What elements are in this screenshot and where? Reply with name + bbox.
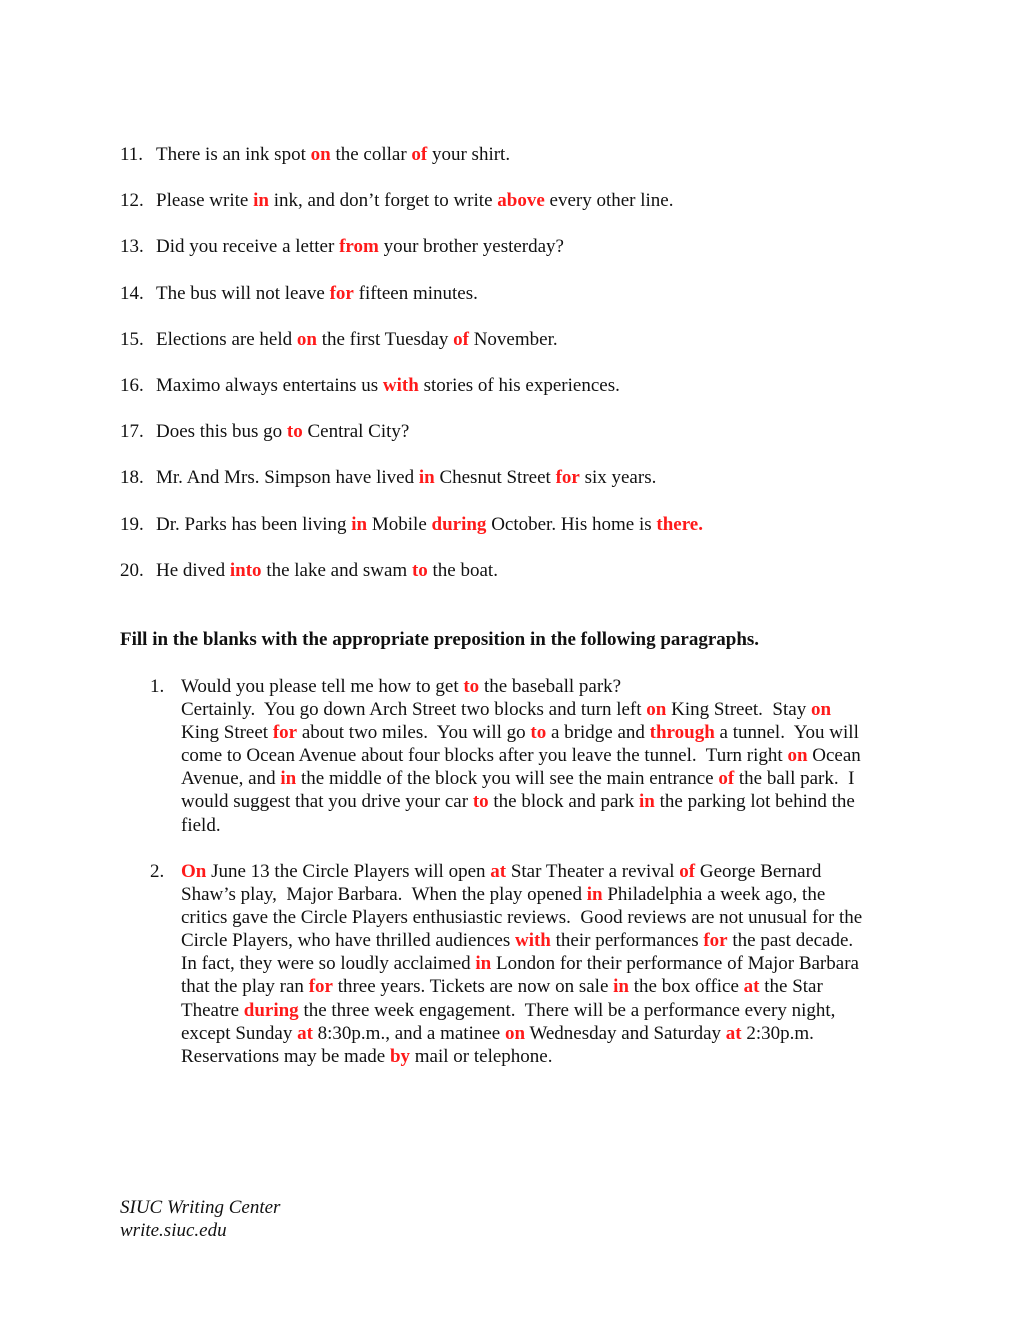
sentence-text: Certainly. You go down Arch Street two blocks and turn left xyxy=(181,699,647,721)
sentence-text: London for their performance of Major Barbara xyxy=(491,953,859,975)
sentence-text: ink, and don’t forget to write xyxy=(268,190,498,212)
sentence-text: King Street xyxy=(181,722,273,744)
sentence-text: about two miles. You will go xyxy=(297,722,531,744)
sentence-text: fifteen minutes. xyxy=(353,282,478,304)
sentence-number: 13. xyxy=(120,236,144,258)
paragraph-number: 1. xyxy=(150,676,165,697)
sentence-text: King Street. Stay xyxy=(666,699,811,721)
sentence-text: the three week engagement. There will be a performance every night, xyxy=(298,999,836,1021)
answer-preposition: at xyxy=(725,1022,742,1044)
answer-preposition: into xyxy=(229,559,262,581)
sentence-text: Mr. And Mrs. Simpson have lived xyxy=(156,467,419,489)
answer-preposition: on xyxy=(504,1022,526,1044)
sentence-text: a bridge and xyxy=(546,722,650,744)
sentence-text: He dived xyxy=(156,559,230,581)
sentence-text: your brother yesterday? xyxy=(378,236,564,258)
sentence-text: the first Tuesday xyxy=(316,328,454,350)
paragraph-line xyxy=(181,999,910,1022)
sentence-item xyxy=(120,189,703,235)
sentence-text: Ocean xyxy=(807,745,861,767)
sentence-text: George Bernard xyxy=(695,861,822,882)
sentence-text: Please write xyxy=(156,190,254,212)
sentence-item xyxy=(120,282,703,328)
sentence-number: 16. xyxy=(120,374,144,396)
sentence-item xyxy=(120,559,703,605)
sentence-text: Theatre xyxy=(181,999,244,1021)
answer-preposition: to xyxy=(411,559,428,581)
sentence-text: Elections are held xyxy=(156,328,297,350)
answer-preposition: from xyxy=(339,236,379,258)
paragraph-line xyxy=(181,1045,910,1068)
sentence-text: Philadelphia a week ago, the xyxy=(602,884,826,906)
answer-preposition: for xyxy=(308,976,333,998)
paragraph-text xyxy=(181,675,910,837)
footer xyxy=(120,1196,280,1242)
answer-preposition: at xyxy=(490,861,507,882)
answer-preposition: in xyxy=(418,467,435,489)
paragraph-line xyxy=(181,675,910,698)
sentence-text: Chesnut Street xyxy=(434,467,556,489)
sentence-text: Dr. Parks has been living xyxy=(156,513,352,535)
sentence-text: Star Theater a revival xyxy=(506,861,680,882)
sentence-text: Circle Players, who have thrilled audiences xyxy=(181,930,515,952)
sentence-text: critics gave the Circle Players enthusiastic reviews. Good reviews are not unusual for the xyxy=(181,907,863,929)
answer-preposition: in xyxy=(280,768,297,790)
answer-preposition: for xyxy=(272,722,298,744)
sentence-item xyxy=(120,328,703,374)
sentence-text: the past decade. xyxy=(727,930,854,952)
answer-preposition: of xyxy=(679,861,696,882)
sentence-text: would suggest that you drive your car xyxy=(181,791,473,813)
sentence-number: 19. xyxy=(120,513,144,535)
sentence-text: Central City? xyxy=(302,421,410,443)
answer-preposition: at xyxy=(743,976,760,998)
sentence-text: the box office xyxy=(629,976,744,998)
sentence-text: the lake and swam xyxy=(261,559,412,581)
section-heading: Fill in the blanks with the appropriate preposition in the following paragraphs. xyxy=(120,629,760,650)
sentence-text: 8:30p.m., and a matinee xyxy=(312,1022,505,1044)
answer-preposition: during xyxy=(431,513,487,535)
sentence-text: Does this bus go xyxy=(156,421,287,443)
sentence-text: the ball park. I xyxy=(734,768,855,790)
answer-preposition: to xyxy=(463,676,480,697)
sentence-text: come to Ocean Avenue about four blocks after you leave the tunnel. Turn right xyxy=(181,745,788,767)
answer-preposition: in xyxy=(351,513,368,535)
footer-url: write.siuc.edu xyxy=(120,1220,227,1241)
sentence-text: three years. Tickets are now on sale xyxy=(332,976,614,998)
sentence-text: except Sunday xyxy=(181,1022,298,1044)
sentence-text: Wednesday and Saturday xyxy=(525,1022,726,1044)
sentence-text: Avenue, and xyxy=(181,768,281,790)
sentence-item xyxy=(120,235,703,281)
answer-preposition: to xyxy=(286,421,303,443)
answer-preposition: for xyxy=(329,282,354,304)
sentence-text: every other line. xyxy=(544,190,674,212)
sentence-text: a tunnel. You will xyxy=(714,722,859,744)
paragraph-line xyxy=(181,906,910,929)
answer-preposition: On xyxy=(181,861,207,882)
paragraph-line xyxy=(181,767,910,790)
answer-preposition: on xyxy=(310,144,331,165)
sentence-text: In fact, they were so loudly acclaimed xyxy=(181,953,476,975)
sentence-number: 12. xyxy=(120,190,144,212)
sentence-text: the boat. xyxy=(427,559,498,581)
sentence-item xyxy=(120,374,703,420)
sentence-text: Would you please tell me how to get xyxy=(181,676,464,697)
sentence-number: 18. xyxy=(120,467,144,489)
paragraph-line xyxy=(181,814,910,837)
sentence-text: Did you receive a letter xyxy=(156,236,340,258)
sentence-text: the Star xyxy=(759,976,823,998)
sentence-text: The bus will not leave xyxy=(156,282,330,304)
answer-preposition: through xyxy=(649,722,715,744)
sentence-text: six years. xyxy=(579,467,657,489)
answer-preposition: in xyxy=(253,190,269,212)
paragraph-line xyxy=(181,952,910,975)
paragraph-2 xyxy=(150,860,910,1068)
answer-preposition: during xyxy=(243,999,299,1021)
answer-preposition: there xyxy=(656,513,699,535)
sentence-text: June 13 the Circle Players will open xyxy=(206,861,491,882)
answer-preposition: by xyxy=(389,1045,411,1067)
paragraph-1 xyxy=(150,675,910,837)
answer-preposition: on xyxy=(787,745,808,767)
answer-preposition: of xyxy=(411,144,428,165)
answer-preposition: on xyxy=(646,699,667,721)
paragraph-line xyxy=(181,860,910,883)
paragraph-line xyxy=(181,1022,910,1045)
sentence-text: stories of his experiences. xyxy=(418,374,620,396)
answer-preposition: in xyxy=(586,884,603,906)
sentence-text: the parking lot behind the xyxy=(654,791,855,813)
answer-preposition: in xyxy=(613,976,629,998)
answer-preposition: with xyxy=(382,374,419,396)
sentence-text: October. His home is xyxy=(486,513,657,535)
paragraph-line xyxy=(181,790,910,813)
sentence-item xyxy=(120,466,703,512)
paragraph-number: 2. xyxy=(150,861,165,882)
sentence-number: 20. xyxy=(120,559,144,581)
paragraph-line xyxy=(181,721,910,744)
sentence-text: mail or telephone. xyxy=(410,1045,553,1067)
sentence-number: 15. xyxy=(120,328,144,350)
answer-preposition: above xyxy=(497,190,545,212)
answer-preposition: at xyxy=(297,1022,313,1044)
footer-org: SIUC Writing Center xyxy=(120,1197,281,1218)
sentence-text: their performances xyxy=(550,930,704,952)
answer-preposition: for xyxy=(555,467,580,489)
sentence-text: field. xyxy=(181,814,221,836)
paragraph-text xyxy=(181,860,910,1068)
answer-preposition: of xyxy=(718,768,735,790)
sentence-text: the middle of the block you will see the main entrance xyxy=(296,768,719,790)
sentence-text: the block and park xyxy=(488,791,640,813)
sentence-text: Shaw’s play, Major Barbara. When the play opened xyxy=(181,884,587,906)
answer-preposition: with xyxy=(514,930,551,952)
paragraph-line xyxy=(181,883,910,906)
answer-preposition: to xyxy=(530,722,547,744)
paragraph-line xyxy=(181,975,910,998)
answer-preposition: of xyxy=(453,328,469,350)
sentence-text: Mobile xyxy=(367,513,432,535)
sentence-text: the baseball park? xyxy=(479,676,622,697)
paragraph-line xyxy=(181,698,910,721)
sentence-text: 2:30p.m. xyxy=(741,1022,814,1044)
sentence-text: that the play ran xyxy=(181,976,309,998)
answer-preposition: on xyxy=(810,699,832,721)
sentence-text: the collar xyxy=(330,144,412,165)
answer-preposition: on xyxy=(296,328,317,350)
sentence-list xyxy=(120,143,703,605)
sentence-text: your shirt. xyxy=(427,144,511,165)
sentence-item xyxy=(120,513,703,559)
sentence-item xyxy=(120,143,703,189)
sentence-number: 14. xyxy=(120,282,144,304)
sentence-text: November. xyxy=(468,328,558,350)
sentence-text: There is an ink spot xyxy=(156,144,311,165)
answer-preposition: in xyxy=(475,953,492,975)
sentence-text: Maximo always entertains us xyxy=(156,374,383,396)
paragraph-line xyxy=(181,744,910,767)
sentence-number: 17. xyxy=(120,421,144,443)
answer-preposition: to xyxy=(472,791,489,813)
paragraph-line xyxy=(181,929,910,952)
answer-preposition: for xyxy=(703,930,728,952)
sentence-text: Reservations may be made xyxy=(181,1045,390,1067)
sentence-item xyxy=(120,420,703,466)
sentence-number: 11. xyxy=(120,144,144,165)
answer-preposition: in xyxy=(639,791,655,813)
answer-preposition: . xyxy=(698,513,703,535)
